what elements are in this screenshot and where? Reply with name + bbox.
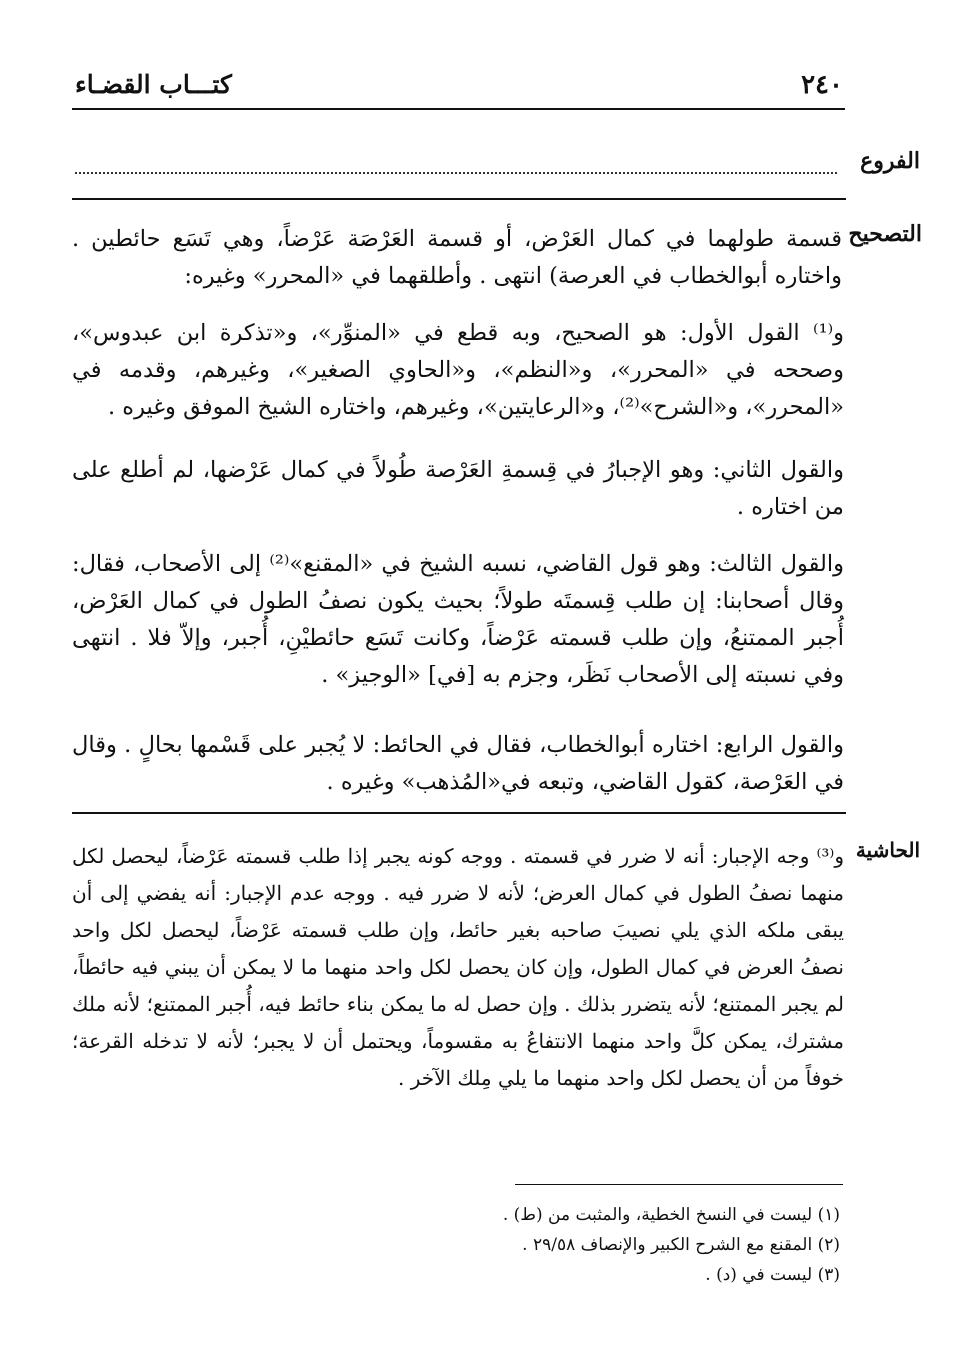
tashih-paragraph-1: قسمة طولهما في كمال العَرْض، أو قسمة العَرْصَة عَرْضاً، وهي تَسَع حائطين . واختاره أبوالخطاب في العرصة) انتهى . وأطلقهما في «المحرر» وغيره: xyxy=(72,226,842,289)
furu-dotted-line xyxy=(75,150,837,174)
furu-rule xyxy=(72,198,846,200)
page-header xyxy=(75,70,843,106)
footnote-1: (١) ليست في النسخ الخطية، والمثبت من (ط) . xyxy=(502,1205,840,1225)
footnote-2: (٢) المقنع مع الشرح الكبير والإنصاف ٢٩/٥٨ . xyxy=(522,1235,840,1255)
footnote-3: (٣) ليست في (د) . xyxy=(705,1265,840,1285)
header-rule xyxy=(72,108,845,110)
footnotes xyxy=(140,1200,840,1290)
footnote-rule xyxy=(515,1184,843,1185)
tashih-paragraph-4: والقول الثالث: وهو قول القاضي، نسبه الشيخ في «المقنع»⁽²⁾ إلى الأصحاب، فقال: وقال أصحابنا: إن طلب قِسمتَه طولاً؛ بحيث يكون نصفُ الطول في كمال العَرْض، أُجبر الممتنعُ، وإن طلب قسمته عَرْضاً، وكانت تَسَع حائطيْنِ، أُجبر، وإلاّ فلا . انتهى وفي نسبته إلى الأصحاب نَظَر، وجزم به [في] «الوجيز» . xyxy=(72,551,844,688)
tashih-paragraph-3: والقول الثاني: وهو الإجبارُ في قِسمةِ العَرْصة طُولاً في كمال عَرْضها، لم أطلع على من اختاره . xyxy=(72,457,844,520)
furu-label: الفروع xyxy=(860,148,920,174)
hashiya-text: و⁽³⁾ وجه الإجبار: أنه لا ضرر في قسمته . ووجه كونه يجبر إذا طلب قسمته عَرْضاً، ليحصل لكل منهما نصفُ الطول في كمال العرض؛ لأنه لا ضرر فيه . ووجه عدم الإجبار: أنه يفضي إلى أن يبقى ملكه الذي يلي نصيبَ صاحبه بغير حائط، وإن طلب قسمته عَرْضاً، ليحصل لكل واحد نصفُ العرض في كمال الطول، وإن كان يحصل لكل واحد منهما ما لا يمكن أن يبني فيه حائطاً، لم يجبر الممتنع؛ لأنه يتضرر بذلك . وإن حصل له ما يمكن بناء حائط فيه، أُجبر الممتنع؛ لأنه ملك مشترك، يمكن كلَّ واحد منهما الانتفاعُ به مقسوماً، ويحتمل أن لا يجبر؛ لأنه لا تدخله القرعة؛ خوفاً من أن يحصل لكل واحد منهما ما يلي مِلك الآخر . xyxy=(72,844,845,1090)
section-rule xyxy=(72,812,846,814)
tashih-label: التصحيح xyxy=(848,221,922,247)
tashih-paragraph-2: و⁽¹⁾ القول الأول: هو الصحيح، وبه قطع في «المنوِّر»، و«تذكرة ابن عبدوس»، وصححه في «المحرر»، و«النظم»، و«الحاوي الصغير»، وغيرهم، وقدمه في «المحرر»، و«الشرح»⁽²⁾، و«الرعايتين»، وغيرهم، واختاره الشيخ الموفق وغيره . xyxy=(72,320,844,420)
running-title: كتـــاب القضـاء xyxy=(75,70,232,99)
page-number: ٢٤٠ xyxy=(801,70,843,100)
hashiya-label: الحاشية xyxy=(855,838,920,862)
tashih-paragraph-5: والقول الرابع: اختاره أبوالخطاب، فقال في الحائط: لا يُجبر على قَسْمها بحالٍ . وقال في العَرْصة، كقول القاضي، وتبعه في«المُذهب» وغيره . xyxy=(72,732,844,795)
